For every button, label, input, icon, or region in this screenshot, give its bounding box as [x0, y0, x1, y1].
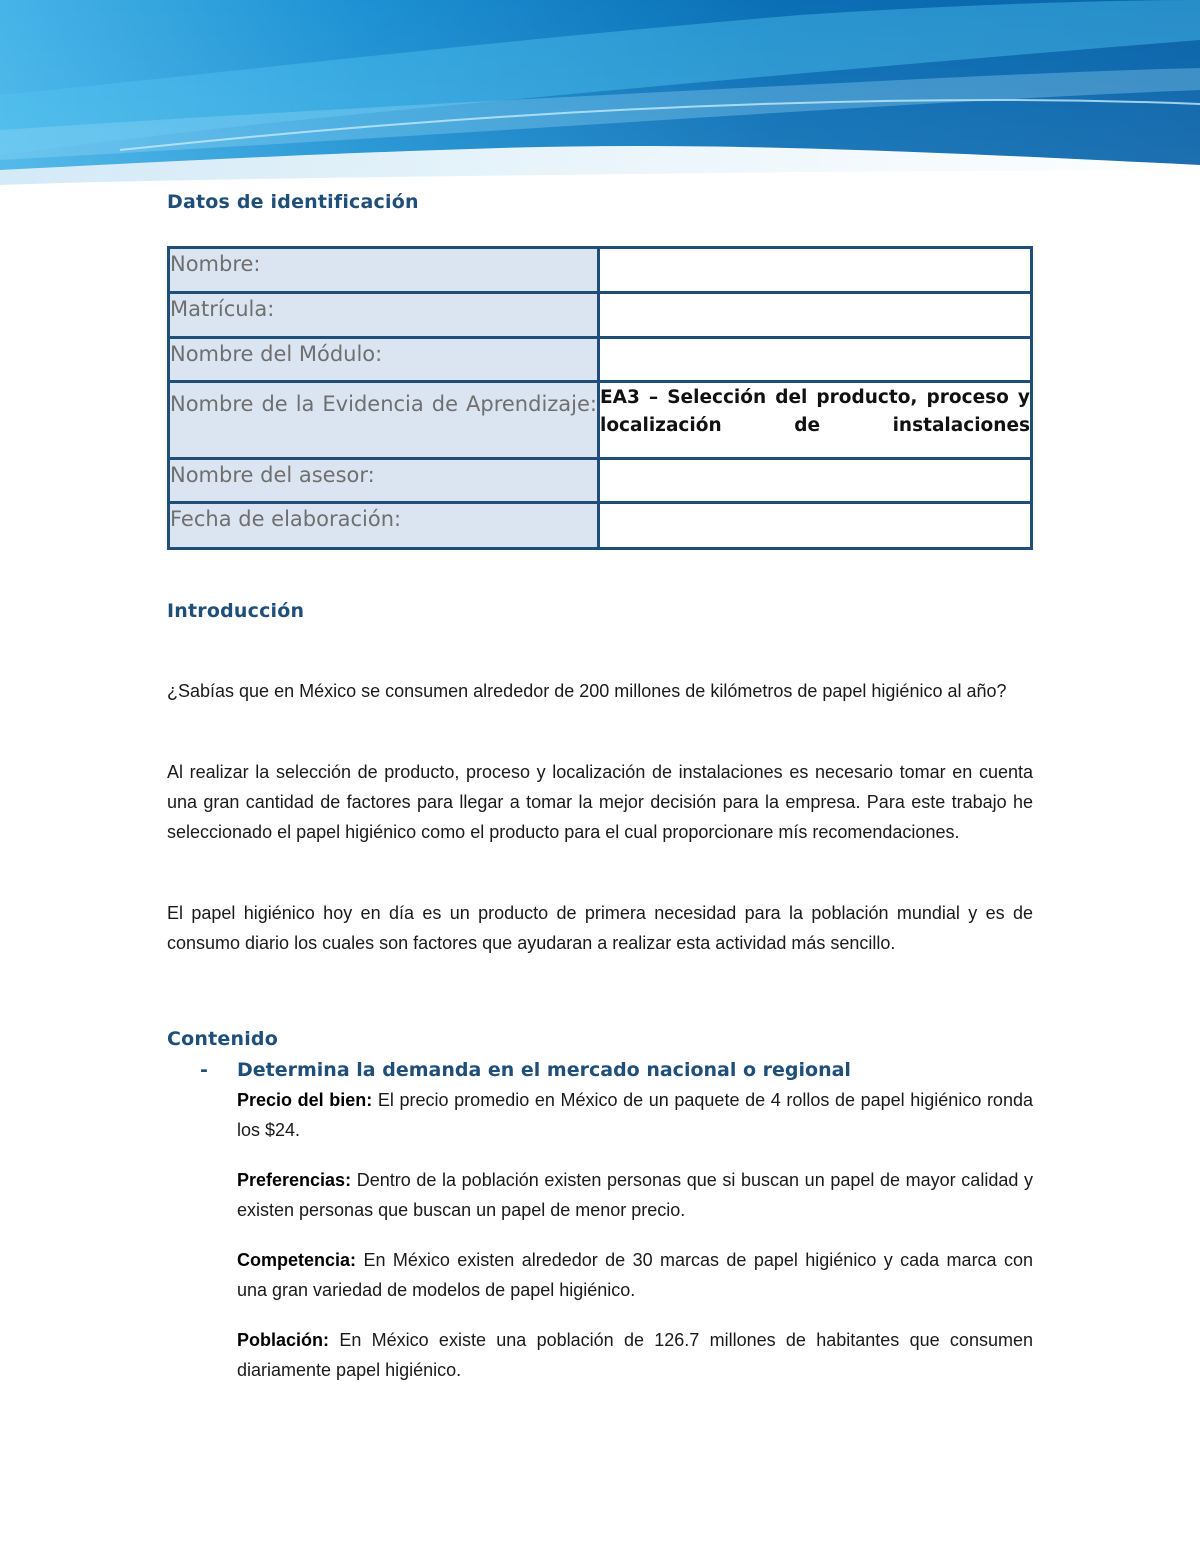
label-nombre: Nombre:	[169, 248, 599, 293]
value-asesor[interactable]	[599, 459, 1032, 503]
bullet-title-text: Determina la demanda en el mercado nacional o regional	[237, 1059, 851, 1081]
value-fecha[interactable]	[599, 503, 1032, 549]
content-item-poblacion	[237, 1325, 1033, 1385]
bullet-marker: -	[200, 1059, 208, 1081]
table-row	[169, 382, 1032, 459]
content-item-text: El precio promedio en México de un paquete de 4 rollos de papel higiénico ronda los $24.	[237, 1090, 1033, 1140]
content-item-preferencias	[237, 1165, 1033, 1225]
intro-paragraph-3: El papel higiénico hoy en día es un producto de primera necesidad para la población mundial y es de consumo diario los cuales son factores que ayudaran a realizar esta actividad más sencillo.	[167, 903, 1033, 953]
table-row	[169, 338, 1032, 382]
content-item-precio	[237, 1085, 1033, 1145]
bullet-demand-title	[200, 1057, 851, 1083]
content-item-term: Población:	[237, 1330, 330, 1350]
content-item-competencia	[237, 1245, 1033, 1305]
identification-table	[167, 246, 1033, 550]
label-evidencia	[169, 382, 599, 459]
value-evidencia-text: EA3 – Selección del producto, proceso y localización de instalaciones	[600, 387, 1030, 436]
content-item-term: Preferencias:	[237, 1170, 352, 1190]
value-evidencia[interactable]	[599, 382, 1032, 459]
content-item-text: Dentro de la población existen personas que si buscan un papel de mayor calidad y existen personas que buscan un papel de menor precio.	[237, 1170, 1033, 1220]
intro-paragraph-2: Al realizar la selección de producto, proceso y localización de instalaciones es necesario tomar en cuenta una gran cantidad de factores para llegar a tomar la mejor decisión para la empresa. Para este trabajo he seleccionado el papel higiénico como el producto para el cual proporcionare mís recomendaciones.	[167, 762, 1033, 842]
content-item-text: En México existe una población de 126.7 millones de habitantes que consumen diariamente papel higiénico.	[237, 1330, 1033, 1380]
table-row	[169, 248, 1032, 293]
content-item-term: Competencia:	[237, 1250, 357, 1270]
label-fecha: Fecha de elaboración:	[169, 503, 599, 549]
table-row	[169, 503, 1032, 549]
value-matricula[interactable]	[599, 293, 1032, 338]
table-row	[169, 293, 1032, 338]
label-asesor: Nombre del asesor:	[169, 459, 599, 503]
section-heading-identification: Datos de identificación	[167, 191, 419, 213]
label-evidencia-text: Nombre de la Evidencia de Aprendizaje:	[170, 392, 597, 416]
label-matricula: Matrícula:	[169, 293, 599, 338]
intro-paragraph-1: ¿Sabías que en México se consumen alrededor de 200 millones de kilómetros de papel higiénico al año?	[167, 681, 1007, 701]
value-modulo[interactable]	[599, 338, 1032, 382]
section-heading-content: Contenido	[167, 1028, 278, 1050]
table-row	[169, 459, 1032, 503]
label-modulo: Nombre del Módulo:	[169, 338, 599, 382]
value-nombre[interactable]	[599, 248, 1032, 293]
section-heading-introduction: Introducción	[167, 600, 305, 622]
header-banner	[0, 0, 1200, 190]
content-item-term: Precio del bien:	[237, 1090, 373, 1110]
content-item-text: En México existen alrededor de 30 marcas de papel higiénico y cada marca con una gran variedad de modelos de papel higiénico.	[237, 1250, 1033, 1300]
